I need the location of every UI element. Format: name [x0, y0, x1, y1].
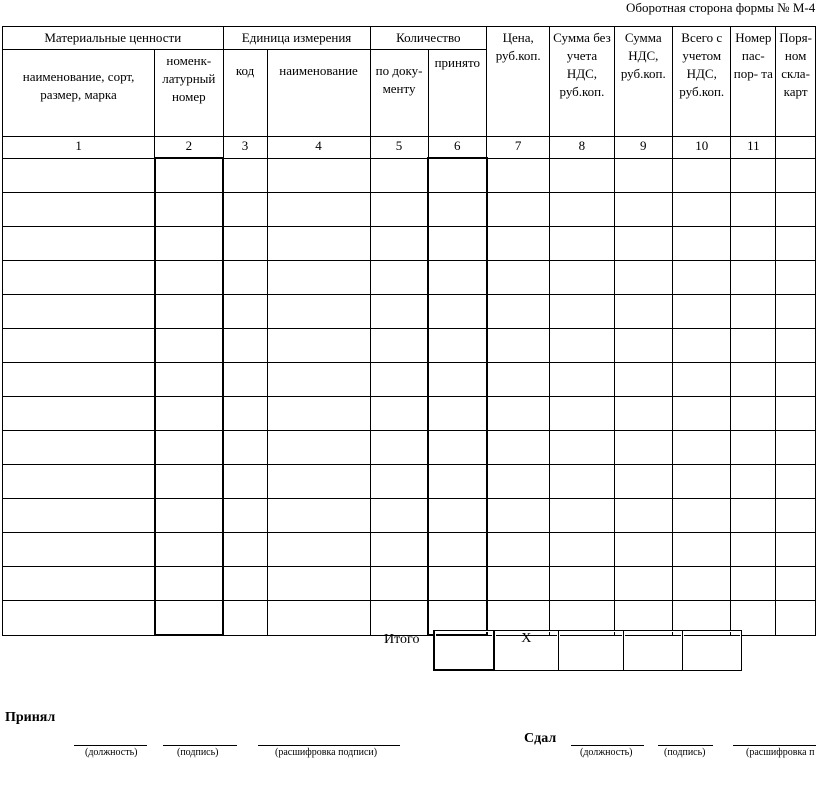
table-cell[interactable]	[3, 533, 155, 567]
table-cell[interactable]	[731, 567, 776, 601]
table-cell[interactable]	[223, 363, 267, 397]
col-num: 3	[223, 137, 267, 159]
table-cell[interactable]	[3, 465, 155, 499]
table-cell[interactable]	[428, 567, 486, 601]
table-row	[3, 193, 816, 227]
table-cell[interactable]	[487, 295, 550, 329]
table-cell[interactable]	[614, 227, 672, 261]
table-cell[interactable]	[673, 329, 731, 363]
handed-decoding-caption: (расшифровка п	[746, 747, 815, 758]
table-cell[interactable]	[673, 193, 731, 227]
header-unit-name: наименование	[267, 50, 370, 137]
table-cell[interactable]	[731, 261, 776, 295]
table-cell[interactable]	[428, 261, 486, 295]
form-title: Оборотная сторона формы № М-4	[626, 0, 816, 15]
table-cell[interactable]	[155, 193, 223, 227]
table-cell[interactable]	[267, 329, 370, 363]
header-order-no: Поря- ном скла- карт	[776, 27, 816, 137]
table-cell[interactable]	[776, 295, 816, 329]
table-cell[interactable]	[673, 567, 731, 601]
table-cell[interactable]	[370, 363, 428, 397]
table-cell[interactable]	[155, 295, 223, 329]
table-cell[interactable]	[223, 295, 267, 329]
table-row	[3, 431, 816, 465]
table-cell[interactable]	[267, 567, 370, 601]
table-cell[interactable]	[267, 193, 370, 227]
table-cell[interactable]	[550, 465, 614, 499]
table-cell[interactable]	[370, 499, 428, 533]
table-cell[interactable]	[223, 158, 267, 193]
table-cell[interactable]	[428, 158, 486, 193]
table-cell[interactable]	[550, 533, 614, 567]
table-cell[interactable]	[3, 567, 155, 601]
table-cell[interactable]	[428, 431, 486, 465]
received-signature-line[interactable]	[163, 745, 237, 746]
table-cell[interactable]	[550, 227, 614, 261]
table-cell[interactable]	[223, 193, 267, 227]
table-cell[interactable]	[673, 465, 731, 499]
table-cell[interactable]	[155, 227, 223, 261]
table-cell[interactable]	[267, 261, 370, 295]
table-cell[interactable]	[3, 158, 155, 193]
col-num: 7	[487, 137, 550, 159]
header-nomenclature: номенк- латурный номер	[155, 50, 223, 137]
table-cell[interactable]	[614, 295, 672, 329]
table-cell[interactable]	[776, 158, 816, 193]
table-cell[interactable]	[3, 363, 155, 397]
table-cell[interactable]	[487, 499, 550, 533]
table-row	[3, 295, 816, 329]
table-cell[interactable]	[776, 465, 816, 499]
table-cell[interactable]	[3, 397, 155, 431]
table-cell[interactable]	[428, 533, 486, 567]
received-position-caption: (должность)	[85, 747, 138, 758]
table-cell[interactable]	[614, 499, 672, 533]
table-cell[interactable]	[550, 499, 614, 533]
table-cell[interactable]	[428, 227, 486, 261]
table-cell[interactable]	[223, 397, 267, 431]
header-accepted: принято	[428, 50, 486, 137]
table-cell[interactable]	[3, 601, 155, 636]
header-name-sort: наименование, сорт, размер, марка	[3, 50, 155, 137]
table-cell[interactable]	[776, 363, 816, 397]
handed-signature-line[interactable]	[658, 745, 713, 746]
table-cell[interactable]	[614, 465, 672, 499]
table-cell[interactable]	[776, 397, 816, 431]
received-label: Принял	[5, 710, 56, 725]
received-decoding-caption: (расшифровка подписи)	[275, 747, 378, 758]
table-cell[interactable]	[428, 465, 486, 499]
received-position-line[interactable]	[74, 745, 147, 746]
table-cell[interactable]	[550, 261, 614, 295]
table-row	[3, 261, 816, 295]
table-cell[interactable]	[370, 158, 428, 193]
table-cell[interactable]	[155, 533, 223, 567]
table-cell[interactable]	[731, 431, 776, 465]
table-cell[interactable]	[614, 567, 672, 601]
table-cell[interactable]	[673, 431, 731, 465]
col-num	[776, 137, 816, 159]
table-cell[interactable]	[487, 227, 550, 261]
table-cell[interactable]	[428, 295, 486, 329]
table-cell[interactable]	[776, 533, 816, 567]
table-cell[interactable]	[370, 533, 428, 567]
table-cell[interactable]	[370, 567, 428, 601]
table-cell[interactable]	[155, 601, 223, 636]
table-cell[interactable]	[223, 329, 267, 363]
table-cell[interactable]	[487, 329, 550, 363]
table-cell[interactable]	[155, 567, 223, 601]
table-cell[interactable]	[370, 329, 428, 363]
table-cell[interactable]	[776, 567, 816, 601]
table-cell[interactable]	[370, 261, 428, 295]
table-cell[interactable]	[673, 397, 731, 431]
total-sum-no-vat-cell[interactable]	[558, 631, 623, 671]
header-materials: Материальные ценности	[3, 27, 224, 50]
table-cell[interactable]	[267, 601, 370, 636]
table-cell[interactable]	[370, 465, 428, 499]
table-cell[interactable]	[731, 158, 776, 193]
header-vat-sum: Сумма НДС, руб.коп.	[614, 27, 672, 137]
table-cell[interactable]	[428, 397, 486, 431]
table-cell[interactable]	[267, 158, 370, 193]
table-cell[interactable]	[267, 431, 370, 465]
table-cell[interactable]	[776, 261, 816, 295]
table-cell[interactable]	[370, 431, 428, 465]
table-cell[interactable]	[3, 431, 155, 465]
table-cell[interactable]	[223, 499, 267, 533]
table-row	[3, 397, 816, 431]
table-cell[interactable]	[776, 499, 816, 533]
header-sum-no-vat: Сумма без учета НДС, руб.коп.	[550, 27, 614, 137]
handed-signature-caption: (подпись)	[664, 747, 706, 758]
table-row	[3, 499, 816, 533]
table-cell[interactable]	[673, 363, 731, 397]
table-cell[interactable]	[731, 533, 776, 567]
table-cell[interactable]	[614, 329, 672, 363]
table-row	[3, 363, 816, 397]
table-cell[interactable]	[155, 397, 223, 431]
table-row	[3, 533, 816, 567]
table-cell[interactable]	[487, 193, 550, 227]
table-cell[interactable]	[550, 397, 614, 431]
table-cell[interactable]	[673, 227, 731, 261]
table-cell[interactable]	[731, 295, 776, 329]
table-cell[interactable]	[267, 499, 370, 533]
received-signature-caption: (подпись)	[177, 747, 219, 758]
table-cell[interactable]	[155, 465, 223, 499]
table-cell[interactable]	[155, 329, 223, 363]
table-cell[interactable]	[370, 227, 428, 261]
table-cell[interactable]	[776, 227, 816, 261]
table-cell[interactable]	[267, 295, 370, 329]
total-row	[433, 630, 742, 671]
table-cell[interactable]	[223, 261, 267, 295]
table-cell[interactable]	[487, 431, 550, 465]
table-cell[interactable]	[223, 533, 267, 567]
table-cell[interactable]	[370, 397, 428, 431]
table-cell[interactable]	[267, 227, 370, 261]
table-cell[interactable]	[487, 363, 550, 397]
table-cell[interactable]	[3, 329, 155, 363]
table-cell[interactable]	[3, 227, 155, 261]
table-cell[interactable]	[776, 431, 816, 465]
total-label: Итого	[384, 632, 420, 647]
header-by-document: по доку- менту	[370, 50, 428, 137]
table-cell[interactable]	[370, 601, 428, 636]
table-cell[interactable]	[550, 431, 614, 465]
table-cell[interactable]	[731, 363, 776, 397]
header-unit: Единица измерения	[223, 27, 370, 50]
table-cell[interactable]	[487, 397, 550, 431]
table-cell[interactable]	[223, 601, 267, 636]
table-row	[3, 465, 816, 499]
table-cell[interactable]	[673, 261, 731, 295]
table-cell[interactable]	[614, 193, 672, 227]
table-cell[interactable]	[155, 261, 223, 295]
table-cell[interactable]	[614, 261, 672, 295]
handed-decoding-line[interactable]	[733, 745, 816, 746]
table-cell[interactable]	[487, 261, 550, 295]
table-cell[interactable]	[731, 397, 776, 431]
table-cell[interactable]	[428, 499, 486, 533]
table-cell[interactable]	[614, 397, 672, 431]
table-cell[interactable]	[550, 158, 614, 193]
table-cell[interactable]	[428, 329, 486, 363]
table-cell[interactable]	[673, 533, 731, 567]
header-price: Цена, руб.коп.	[487, 27, 550, 137]
table-cell[interactable]	[3, 261, 155, 295]
table-cell[interactable]	[673, 499, 731, 533]
table-cell[interactable]	[731, 465, 776, 499]
table-cell[interactable]	[155, 431, 223, 465]
table-cell[interactable]	[223, 227, 267, 261]
table-row	[3, 227, 816, 261]
table-cell[interactable]	[267, 397, 370, 431]
table-cell[interactable]	[731, 193, 776, 227]
col-num: 8	[550, 137, 614, 159]
table-cell[interactable]	[428, 193, 486, 227]
table-cell[interactable]	[370, 193, 428, 227]
col-num: 6	[428, 137, 486, 159]
table-cell[interactable]	[731, 227, 776, 261]
table-cell[interactable]	[776, 193, 816, 227]
table-cell[interactable]	[550, 295, 614, 329]
table-cell[interactable]	[3, 499, 155, 533]
handed-label: Сдал	[524, 731, 557, 746]
table-cell[interactable]	[550, 193, 614, 227]
header-code: код	[223, 50, 267, 137]
table-cell[interactable]	[3, 193, 155, 227]
table-cell[interactable]	[614, 431, 672, 465]
table-cell[interactable]	[267, 465, 370, 499]
table-row	[3, 329, 816, 363]
table-cell[interactable]	[776, 329, 816, 363]
total-with-vat-cell[interactable]	[682, 631, 741, 671]
col-num: 5	[370, 137, 428, 159]
table-cell[interactable]	[487, 158, 550, 193]
table-cell[interactable]	[731, 499, 776, 533]
table-cell[interactable]	[673, 158, 731, 193]
received-decoding-line[interactable]	[258, 745, 400, 746]
col-num: 10	[673, 137, 731, 159]
total-accepted-cell[interactable]	[434, 631, 494, 671]
col-num: 4	[267, 137, 370, 159]
header-total-with-vat: Всего с учетом НДС, руб.коп.	[673, 27, 731, 137]
table-cell[interactable]	[223, 465, 267, 499]
handed-position-caption: (должность)	[580, 747, 633, 758]
table-cell[interactable]	[487, 533, 550, 567]
total-vat-cell[interactable]	[623, 631, 682, 671]
col-num: 11	[731, 137, 776, 159]
header-passport-no: Номер пас- пор- та	[731, 27, 776, 137]
total-price-cell: Х	[494, 631, 558, 671]
table-cell[interactable]	[731, 329, 776, 363]
materials-table	[2, 26, 816, 636]
table-cell[interactable]	[267, 363, 370, 397]
table-cell[interactable]	[487, 465, 550, 499]
table-cell[interactable]	[155, 158, 223, 193]
table-cell[interactable]	[614, 363, 672, 397]
table-cell[interactable]	[155, 363, 223, 397]
table-cell[interactable]	[155, 499, 223, 533]
col-num: 9	[614, 137, 672, 159]
table-cell[interactable]	[370, 295, 428, 329]
table-cell[interactable]	[614, 533, 672, 567]
header-quantity: Количество	[370, 27, 486, 50]
table-cell[interactable]	[614, 158, 672, 193]
table-cell[interactable]	[3, 295, 155, 329]
table-cell[interactable]	[428, 363, 486, 397]
table-row	[3, 567, 816, 601]
table-cell[interactable]	[550, 363, 614, 397]
table-cell[interactable]	[776, 601, 816, 636]
table-cell[interactable]	[550, 329, 614, 363]
table-cell[interactable]	[673, 295, 731, 329]
handed-position-line[interactable]	[571, 745, 644, 746]
table-row	[3, 158, 816, 193]
col-num: 1	[3, 137, 155, 159]
table-cell[interactable]	[223, 567, 267, 601]
table-cell[interactable]	[487, 567, 550, 601]
col-num: 2	[155, 137, 223, 159]
table-cell[interactable]	[267, 533, 370, 567]
table-cell[interactable]	[550, 567, 614, 601]
table-cell[interactable]	[223, 431, 267, 465]
